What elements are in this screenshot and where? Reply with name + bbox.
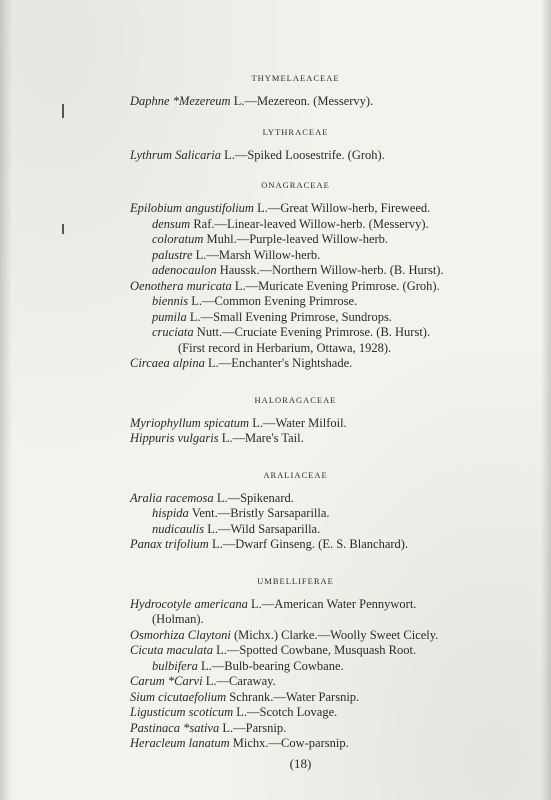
- species-name: Oenothera muricata: [130, 278, 232, 293]
- family-heading: LYTHRACEAE: [262, 126, 329, 137]
- species-entry: [0, 690, 551, 706]
- species-entry: [0, 279, 551, 295]
- species-name: coloratum: [152, 232, 204, 246]
- species-description: L.—Mare's Tail.: [218, 431, 304, 445]
- species-entry: [0, 294, 551, 310]
- species-name: Carum *Carvi: [130, 674, 203, 688]
- species-name: biennis: [152, 294, 189, 308]
- species-entry: [0, 628, 551, 644]
- species-description: L.—Mezereon. (Messervy).: [230, 94, 374, 108]
- species-description: Schrank.—Water Parsnip.: [226, 689, 360, 704]
- species-entry: [0, 217, 551, 233]
- section-gap: [0, 553, 551, 573]
- species-entry: [0, 431, 551, 447]
- species-entry: [0, 659, 551, 675]
- species-name: cruciata: [152, 325, 194, 339]
- species-description: L.—Dwarf Ginseng. (E. S. Blanchard).: [208, 537, 409, 551]
- species-entry: [0, 310, 551, 326]
- species-description: (Holman).: [152, 612, 204, 626]
- species-entry: [0, 232, 551, 248]
- heading-gap: [0, 483, 551, 491]
- species-list: [0, 70, 551, 784]
- species-description: L.—Spikenard.: [213, 490, 294, 505]
- species-name: Pastinaca *sativa: [130, 720, 220, 735]
- species-description: L.—Wild Sarsaparilla.: [204, 521, 321, 536]
- family-heading: ARALIACEAE: [263, 469, 328, 480]
- species-entry: [0, 248, 551, 264]
- species-description: L.—Bulb-bearing Cowbane.: [197, 658, 344, 673]
- species-entry: [0, 506, 551, 522]
- species-entry: [0, 356, 551, 372]
- species-name: Osmorhiza Claytoni: [130, 627, 231, 642]
- species-description: L.—Marsh Willow-herb.: [192, 247, 321, 262]
- heading-gap: [0, 408, 551, 416]
- species-description: Raf.—Linear-leaved Willow-herb. (Messervy).: [190, 216, 429, 231]
- section-gap: [0, 163, 551, 177]
- species-entry: [0, 416, 551, 432]
- species-description: L.—Enchanter's Nightshade.: [204, 356, 353, 370]
- species-name: Cicuta maculata: [130, 643, 213, 657]
- page-number: (18): [289, 755, 312, 771]
- species-entry: [0, 736, 551, 752]
- species-description: L.—Caraway.: [202, 674, 276, 688]
- species-description: Muhl.—Purple-leaved Willow-herb.: [203, 232, 389, 246]
- species-name: pumila: [152, 309, 187, 324]
- species-entry: [0, 597, 551, 613]
- species-description: L.—Water Milfoil.: [249, 415, 347, 430]
- species-description: Haussk.—Northern Willow-herb. (B. Hurst).: [216, 263, 444, 277]
- species-name: Myriophyllum spicatum: [130, 415, 250, 430]
- species-description: L.—Spiked Loosestrife. (Groh).: [220, 147, 385, 162]
- species-entry: [0, 705, 551, 721]
- species-description: (Michx.) Clarke.—Woolly Sweet Cicely.: [230, 627, 439, 642]
- heading-gap: [0, 589, 551, 597]
- species-entry: [0, 537, 551, 553]
- species-description: L.—Parsnip.: [219, 720, 287, 735]
- family-heading: HALORAGACEAE: [254, 394, 337, 405]
- species-entry: [0, 148, 551, 164]
- species-description: Michx.—Cow-parsnip.: [229, 736, 349, 750]
- species-description: Vent.—Bristly Sarsaparilla.: [188, 506, 330, 520]
- species-name: Daphne *Mezereum: [130, 94, 231, 108]
- section-gap: [0, 372, 551, 392]
- species-entry: [0, 201, 551, 217]
- family-heading: UMBELLIFERAE: [257, 575, 334, 586]
- species-name: hispida: [152, 506, 189, 520]
- species-name: Lythrum Salicaria: [130, 147, 221, 162]
- species-description: L.—Great Willow-herb, Fireweed.: [253, 201, 431, 215]
- species-description: (First record in Herbarium, Ottawa, 1928).: [178, 340, 392, 355]
- section-gap: [0, 447, 551, 467]
- species-entry: [0, 674, 551, 690]
- species-description: L.—Common Evening Primrose.: [188, 294, 358, 308]
- species-description: L.—Muricate Evening Primrose. (Groh).: [231, 278, 440, 293]
- species-description: L.—Scotch Lovage.: [233, 705, 338, 719]
- species-description: L.—American Water Pennywort.: [247, 596, 417, 611]
- species-entry: [0, 263, 551, 279]
- species-name: Panax trifolium: [130, 537, 209, 551]
- species-description: L.—Spotted Cowbane, Musquash Root.: [212, 643, 417, 657]
- species-name: Hippuris vulgaris: [130, 431, 219, 445]
- species-entry: [0, 643, 551, 659]
- species-description: Nutt.—Cruciate Evening Primrose. (B. Hurst).: [193, 325, 431, 339]
- species-name: nudicaulis: [152, 521, 205, 536]
- species-name: densum: [152, 216, 191, 231]
- species-name: Epilobium angustifolium: [130, 201, 254, 215]
- species-entry: [0, 94, 551, 110]
- heading-gap: [0, 140, 551, 148]
- species-name: Circaea alpina: [130, 356, 205, 370]
- species-entry: [0, 325, 551, 341]
- species-entry: [0, 522, 551, 538]
- species-name: Hydrocotyle americana: [130, 596, 248, 611]
- species-name: Aralia racemosa: [130, 490, 214, 505]
- species-entry: [0, 612, 551, 628]
- species-name: bulbifera: [152, 658, 198, 673]
- section-gap: [0, 110, 551, 124]
- heading-gap: [0, 86, 551, 94]
- species-description: L.—Small Evening Primrose, Sundrops.: [186, 309, 392, 324]
- heading-gap: [0, 193, 551, 201]
- species-name: Ligusticum scoticum: [130, 705, 234, 719]
- species-entry: [0, 341, 551, 357]
- species-entry: [0, 721, 551, 737]
- family-heading: THYMELAEACEAE: [251, 73, 340, 83]
- family-heading: ONAGRACEAE: [261, 180, 330, 190]
- species-name: Sium cicutaefolium: [130, 689, 227, 704]
- species-name: Heracleum lanatum: [130, 736, 230, 750]
- species-entry: [0, 491, 551, 507]
- species-name: palustre: [152, 247, 193, 262]
- species-name: adenocaulon: [152, 263, 217, 277]
